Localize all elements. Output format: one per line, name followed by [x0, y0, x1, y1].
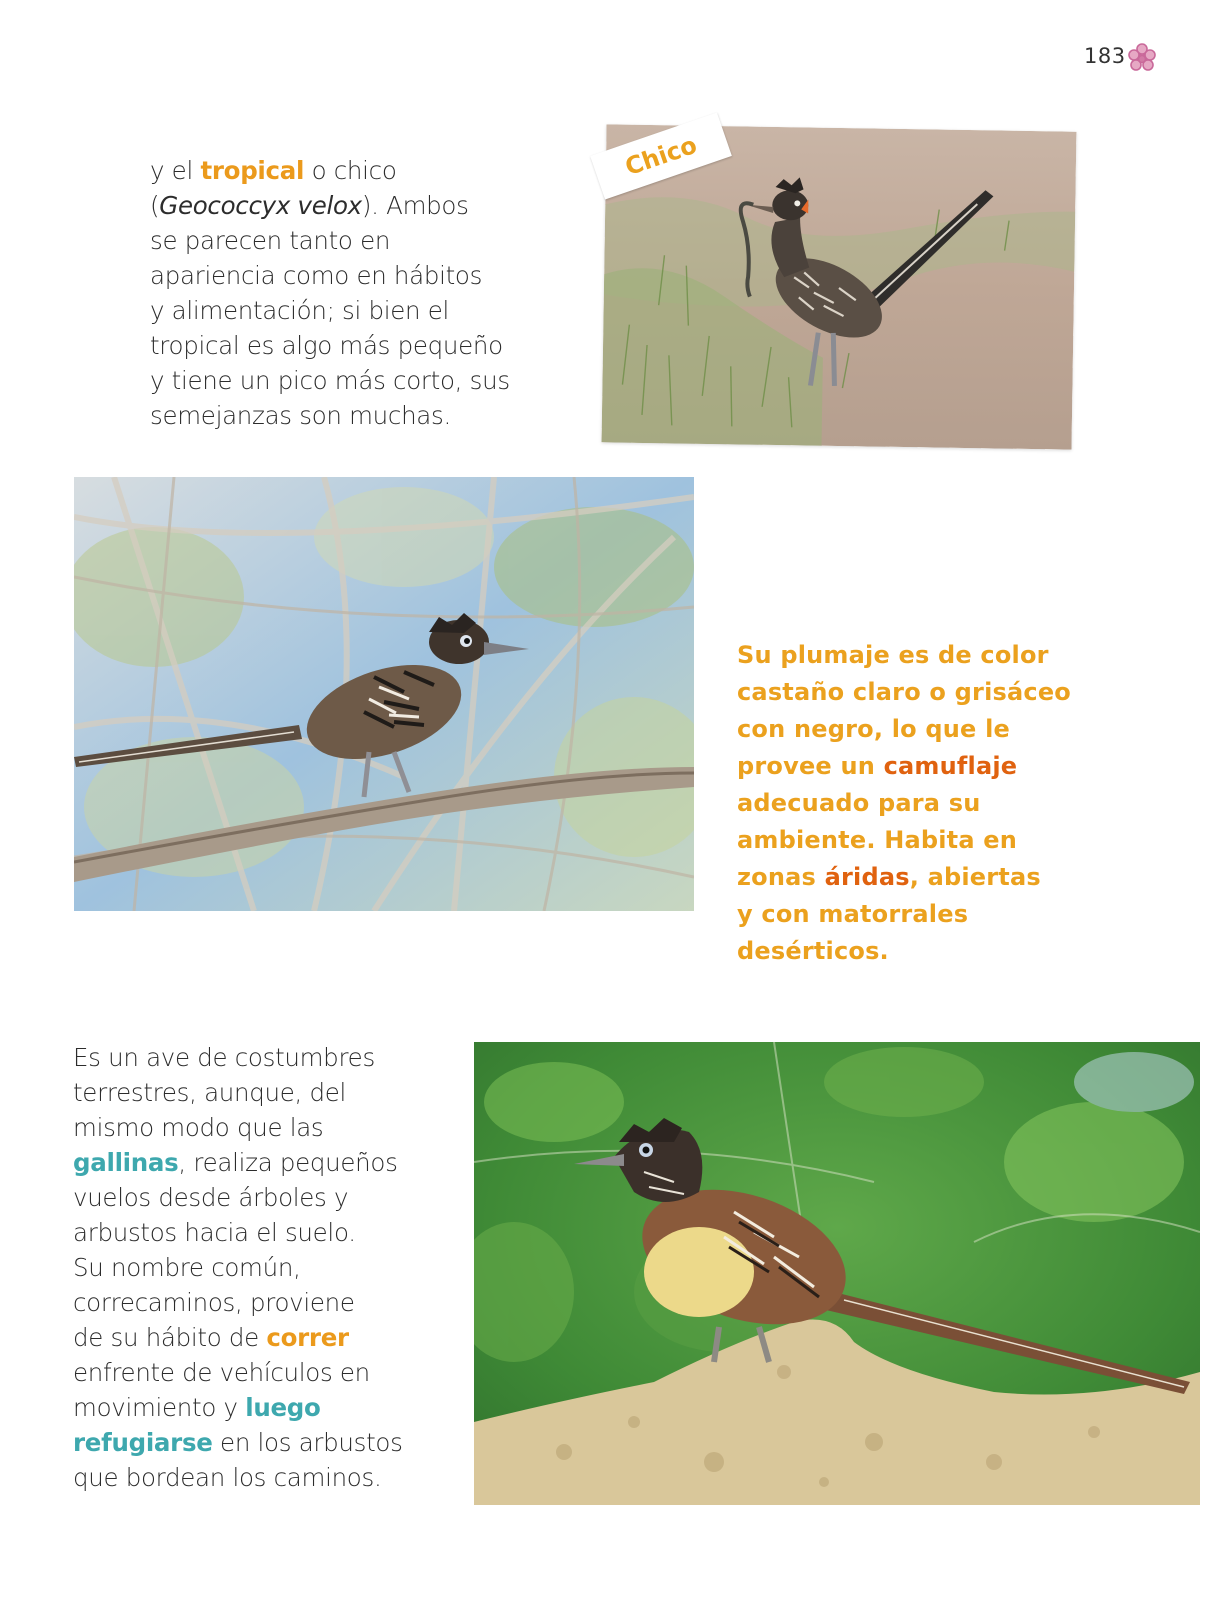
callout-line: ambiente. Habita en — [737, 826, 1018, 854]
callout-line: y con matorrales — [737, 900, 969, 928]
text-line: y tiene un pico más corto, sus — [150, 366, 510, 395]
text-line: de su hábito de correr — [73, 1323, 349, 1352]
page-number: 183 — [1084, 44, 1126, 68]
highlight-correr: correr — [266, 1323, 349, 1352]
text-line: gallinas, realiza pequeños — [73, 1148, 398, 1177]
text-line: enfrente de vehículos en — [73, 1358, 370, 1387]
callout-line: provee un camuflaje — [737, 752, 1018, 780]
text-line: mismo modo que las — [73, 1113, 324, 1142]
flower-icon — [1124, 40, 1160, 76]
text-line: arbustos hacia el suelo. — [73, 1218, 356, 1247]
text-line: que bordean los caminos. — [73, 1463, 382, 1492]
chico-tag-label: Chico — [590, 112, 732, 199]
highlight-gallinas: gallinas — [73, 1148, 179, 1177]
callout-line: desérticos. — [737, 937, 889, 965]
text-line: movimiento y luego — [73, 1393, 321, 1422]
text-line: semejanzas son muchas. — [150, 401, 451, 430]
text-line: y alimentación; si bien el — [150, 296, 450, 325]
highlight-aridas: áridas — [824, 863, 910, 891]
roadrunner-mound-photo — [474, 1042, 1200, 1505]
callout-line: castaño claro o grisáceo — [737, 678, 1071, 706]
highlight-camuflaje: camuflaje — [883, 752, 1018, 780]
text-line: vuelos desde árboles y — [73, 1183, 349, 1212]
highlight-tropical: tropical — [200, 156, 305, 185]
highlight-luego: luego — [245, 1393, 321, 1422]
text-line: se parecen tanto en — [150, 226, 391, 255]
callout-line: Su plumaje es de color — [737, 641, 1049, 669]
text-line: Es un ave de costumbres — [73, 1043, 375, 1072]
text-line: refugiarse en los arbustos — [73, 1428, 403, 1457]
text-line: terrestres, aunque, del — [73, 1078, 347, 1107]
text-line: correcaminos, proviene — [73, 1288, 355, 1317]
text-line: apariencia como en hábitos — [150, 261, 483, 290]
callout-line: zonas áridas, abiertas — [737, 863, 1041, 891]
callout-line: adecuado para su — [737, 789, 981, 817]
top-paragraph — [150, 153, 510, 433]
text-line: (Geococcyx velox). Ambos — [150, 191, 469, 220]
text-line: y el tropical o chico — [150, 156, 397, 185]
text-line: Su nombre común, — [73, 1253, 301, 1282]
text-line: tropical es algo más pequeño — [150, 331, 503, 360]
highlight-refugiarse: refugiarse — [73, 1428, 213, 1457]
bottom-paragraph — [73, 1040, 403, 1495]
roadrunner-branch-photo — [74, 477, 694, 911]
scientific-name: Geococcyx velox — [159, 191, 362, 220]
plumage-callout — [737, 637, 1071, 970]
callout-line: con negro, lo que le — [737, 715, 1010, 743]
